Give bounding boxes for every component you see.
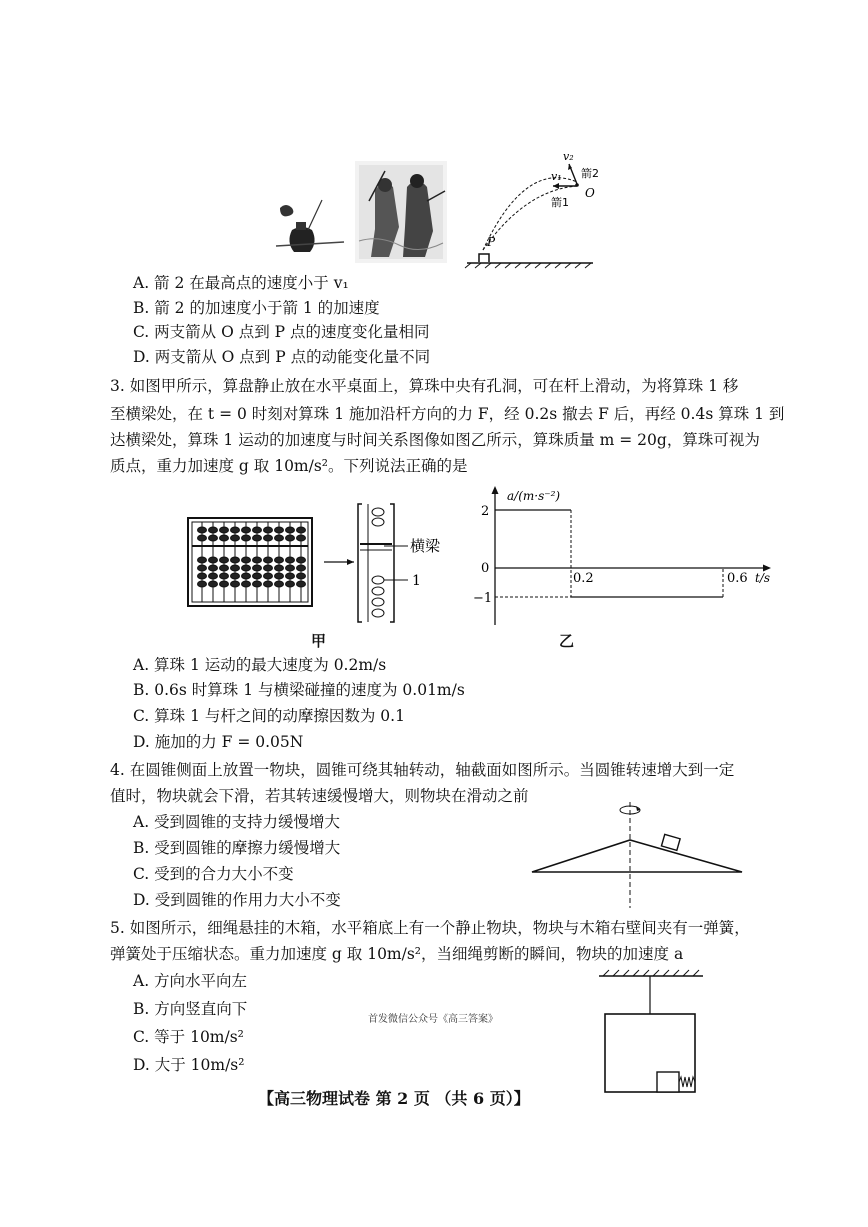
abacus-bead [220,527,229,533]
abacus-bead [209,573,218,579]
q4-option-c: C. 受到的合力大小不变 [133,865,294,883]
y-tick-minus1: −1 [473,591,493,606]
q4-stem-line2: 值时，物块就会下滑，若其转速缓慢增大，则物块在滑动之前 [110,787,529,805]
q2-option-c: C. 两支箭从 O 点到 P 点的速度变化量相同 [133,323,430,341]
v1-label: v₁ [551,170,562,183]
point-p-label: P [487,235,496,249]
abacus-bead [297,527,306,533]
abacus-bead [264,535,273,541]
q3-option-a: A. 算珠 1 运动的最大速度为 0.2m/s [133,656,387,674]
abacus-bead [275,573,284,579]
abacus-bead [209,557,218,563]
q5-stem-line1: 5. 如图所示，细绳悬挂的木箱，水平箱底上有一个静止物块，物块与木箱右壁间夹有一弹簧， [110,919,750,937]
x-axis-label: t/s [755,571,771,585]
x-tick-0.2: 0.2 [573,571,594,586]
abacus-bead [220,573,229,579]
pot-throwing-illustration [272,190,348,262]
q3-stem-line4: 质点，重力加速度 g 取 10m/s²。下列说法正确的是 [110,457,468,475]
beam-label: 横梁 [410,537,441,555]
abacus-bead [253,527,262,533]
abacus-bead [220,581,229,587]
arrow-trajectory-diagram [465,140,615,268]
abacus-bead [198,573,207,579]
abacus-bead [275,527,284,533]
abacus-figure [184,500,454,626]
q3-option-c: C. 算珠 1 与杆之间的动摩擦因数为 0.1 [133,707,405,725]
archers-painting [355,161,447,263]
abacus-bead [275,557,284,563]
y-axis-arrow [492,486,499,494]
q4-stem-line1: 4. 在圆锥侧面上放置一物块，圆锥可绕其轴转动，轴截面如图所示。当圆锥转速增大到一定 [110,761,735,779]
q2-option-d: D. 两支箭从 O 点到 P 点的动能变化量不同 [133,348,431,366]
abacus-bead [297,581,306,587]
abacus-bead [242,581,251,587]
abacus-bead [198,565,207,571]
abacus-bead [297,573,306,579]
figure-jia-caption: 甲 [311,632,327,650]
abacus-bead [253,581,262,587]
abacus-bead [253,557,262,563]
abacus-bead [264,565,273,571]
abacus-bead [198,581,207,587]
q4-option-d: D. 受到圆锥的作用力大小不变 [133,891,341,909]
q4-option-a: A. 受到圆锥的支持力缓慢增大 [133,813,341,831]
abacus-bead [286,527,295,533]
q5-option-c: C. 等于 10m/s² [133,1028,244,1046]
abacus-bead [198,535,207,541]
abacus-bead [231,535,240,541]
abacus-bead [253,573,262,579]
q4-option-b: B. 受到圆锥的摩擦力缓慢增大 [133,839,341,857]
bead-1-label: 1 [412,573,421,589]
abacus-bead [231,557,240,563]
q2-option-b: B. 箭 2 的加速度小于箭 1 的加速度 [133,299,380,317]
abacus-bead [231,573,240,579]
arrow2-label: 箭2 [581,167,599,180]
abacus-bead [297,535,306,541]
y-tick-0: 0 [481,561,490,576]
abacus-bead [286,557,295,563]
abacus-bead [264,527,273,533]
abacus-bead [231,581,240,587]
x-tick-0.6: 0.6 [727,571,748,586]
q5-option-d: D. 大于 10m/s² [133,1056,245,1074]
abacus-bead [242,565,251,571]
abacus-bead [209,581,218,587]
figure-yi-caption: 乙 [559,632,575,650]
q5-option-a: A. 方向水平向左 [133,972,248,990]
abacus-bead [286,573,295,579]
q3-stem-line1: 3. 如图甲所示，算盘静止放在水平桌面上，算珠中央有孔洞，可在杆上滑动，为将算珠 1 移 [110,377,739,395]
abacus-bead [209,527,218,533]
q5-stem-line2: 弹簧处于压缩状态。重力加速度 g 取 10m/s²，当细绳剪断的瞬间，物块的加速度 a [110,945,684,963]
abacus-bead [231,565,240,571]
abacus-bead [275,581,284,587]
q5-option-b: B. 方向竖直向下 [133,1000,248,1018]
q3-stem-line3: 达横梁处，算珠 1 运动的加速度与时间关系图像如图乙所示，算珠质量 m = 20g，算珠可视为 [110,431,760,449]
abacus-bead [297,557,306,563]
abacus-bead [264,557,273,563]
abacus-bead [220,557,229,563]
abacus-bead [242,535,251,541]
watermark-text: 首发微信公众号《高三答案》 [368,1014,498,1025]
abacus-bead [253,565,262,571]
abacus-bead [264,573,273,579]
abacus-bead [198,527,207,533]
abacus-bead [286,581,295,587]
abacus-bead [286,535,295,541]
abacus-bead [242,527,251,533]
acceleration-time-chart [450,480,771,630]
abacus-bead [264,581,273,587]
q3-option-d: D. 施加的力 F = 0.05N [133,733,304,751]
page-footer: 【高三物理试卷 第 2 页 （共 6 页）】 [258,1089,530,1108]
abacus-bead [242,573,251,579]
y-tick-2: 2 [481,504,490,519]
q3-option-b: B. 0.6s 时算珠 1 与横梁碰撞的速度为 0.01m/s [133,681,465,699]
abacus-bead [198,557,207,563]
cone-cross-section-figure [520,796,760,912]
arrow1-label: 箭1 [551,196,569,209]
point-o-label: O [585,186,595,200]
abacus-bead [242,557,251,563]
q2-option-a: A. 箭 2 在最高点的速度小于 v₁ [133,274,349,292]
abacus-bead [253,535,262,541]
abacus-bead [209,565,218,571]
abacus-bead [231,527,240,533]
v2-label: v₂ [563,150,574,163]
abacus-bead [275,565,284,571]
abacus-bead [209,535,218,541]
hanging-box-figure [595,968,715,1096]
abacus-bead [220,565,229,571]
abacus-bead [275,535,284,541]
abacus-bead [220,535,229,541]
q3-stem-line2: 至横梁处，在 t = 0 时刻对算珠 1 施加沿杆方向的力 F，经 0.2s 撤去 F 后，再经 0.4s 算珠 1 到 [110,405,785,423]
abacus-bead [297,565,306,571]
y-axis-label: a/(m·s⁻²) [507,489,561,503]
abacus-bead [286,565,295,571]
